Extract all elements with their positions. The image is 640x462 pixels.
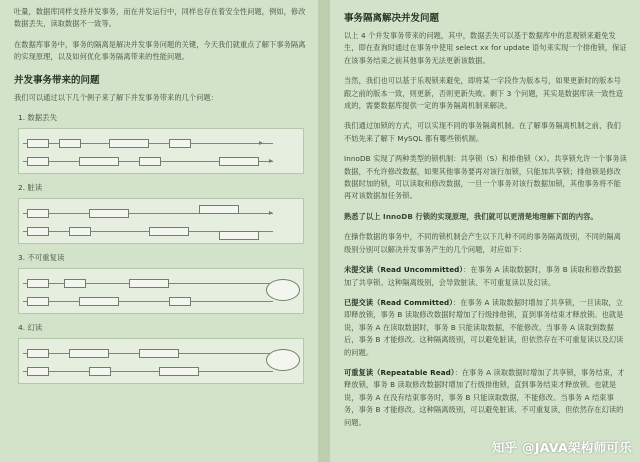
level-title: 可重复读（Repeatable Read） xyxy=(344,367,455,377)
concurrency-heading: 并发事务带来的问题 xyxy=(14,74,100,86)
innodb-summary: 熟悉了以上 InnoDB 行锁的实现原理，我们就可以更清楚地理解下面的内容。 xyxy=(344,211,598,221)
level-text: ：在事务 A 读取数据时增加了共享锁，一旦读取，立即释放锁，事务 B 读取修改数据时增加了行级排他锁，直到事务结束才释放锁。也就是说，事务 A 在读取数据时，事务 B 只能读取数据，不能修改。当事务 A 读取到数据后，事务 B 才能修改。这种隔离级别，可以避免脏读，但依然存在不可重复读以及幻读的问题。 xyxy=(344,297,624,357)
examples-intro: 我们可以通过以下几个例子来了解下并发事务带来的几个问题： xyxy=(14,92,219,102)
phantom-read-diagram xyxy=(18,338,304,384)
dirty-read-diagram xyxy=(18,198,304,244)
level-read-committed xyxy=(344,297,628,359)
right-page xyxy=(330,0,640,462)
level-title: 已提交读（Read Committed） xyxy=(344,297,453,307)
level-text: ：在事务 A 读取数据时，事务 B 读取和修改数据加了共享锁。这种隔离级别，会导致脏读、不可重复读以及幻读。 xyxy=(344,265,622,287)
innodb-lock-paragraph: InnoDB 实现了两种类型的锁机制：共享锁（S）和排他锁（X）。共享锁允许一个事务读数据，不允许修改数据，如果其他事务要再对该行加锁，只能加共享锁；排他锁是修改数据时加的锁，可以读取和修改数据，一旦一个事务对该行数据加锁，其他事务将不能再对该数据加任务锁。 xyxy=(344,154,627,201)
lost-update-diagram xyxy=(18,128,304,174)
non-repeatable-read-diagram xyxy=(18,268,304,314)
item-lost-update: 1. 数据丢失 xyxy=(18,113,57,123)
isolation-levels-intro: 在操作数据的事务中，不同的锁机制会产生以下几种不同的事务隔离级别，不同的隔离级别分别可以解决并发事务产生的几个问题，对应如下： xyxy=(344,232,621,254)
item-non-repeatable-read: 3. 不可重复读 xyxy=(18,253,65,263)
level-read-uncommitted xyxy=(344,264,628,289)
intro-paragraph: 吐量，数据库同样支持并发事务，而在并发运行中，同样也存在着安全性问题，例如，修改数据丢失，读取数据不一致等。 xyxy=(14,7,306,29)
isolation-heading: 事务隔离解决并发问题 xyxy=(344,13,440,24)
lock-intro-paragraph: 我们通过加锁的方式，可以实现不同的事务隔离机制。在了解事务隔离机制之前，我们不妨先来了解下 MySQL 都有哪些锁机制。 xyxy=(344,121,621,143)
watermark-text: 知乎 @JAVA架构师可乐 xyxy=(491,440,632,455)
pessimistic-lock-paragraph: 以上 4 个并发事务带来的问题，其中，数据丢失可以基于数据库中的悲观锁来避免发生，即在查询时通过在事务中使用 select xx for update 语句来实现一个排他锁，保证在该事务结束之前其他事务无法更新该数据。 xyxy=(344,31,627,65)
level-title: 未提交读（Read Uncommitted） xyxy=(344,265,464,275)
level-repeatable-read xyxy=(344,367,628,429)
page-gutter xyxy=(318,0,330,462)
item-dirty-read: 2. 脏读 xyxy=(18,183,43,193)
isolation-paragraph: 在数据库事务中，事务的隔离是解决并发事务问题的关键，今天我们就重点了解下事务隔离的实现原理，以及如何优化事务隔离带来的性能问题。 xyxy=(14,39,306,62)
left-page xyxy=(0,0,318,462)
level-text: ：在事务 A 读取数据时增加了共享锁，事务结束，才释放锁，事务 B 读取修改数据时增加了行级排他锁，直到事务结束才释放锁。也就是说，事务 A 在没有结束事务时，事务 B 只能读取数据，不能修改。当事务 A 结束事务，事务 B 才能修改。这种隔离级别，可以避免脏读、不可重复读，但依然存在幻读的问题。 xyxy=(344,367,625,427)
item-phantom-read: 4. 幻读 xyxy=(18,323,43,333)
optimistic-lock-paragraph: 当然，我们也可以基于乐观锁来避免，即将某一字段作为版本号，如果更新时的版本号跟之前的版本一致，则更新，否则更新失败。剩下 3 个问题，其实是数据库读一致性造成的，需要数据库提供一定的事务隔离机制来解决。 xyxy=(344,76,624,111)
